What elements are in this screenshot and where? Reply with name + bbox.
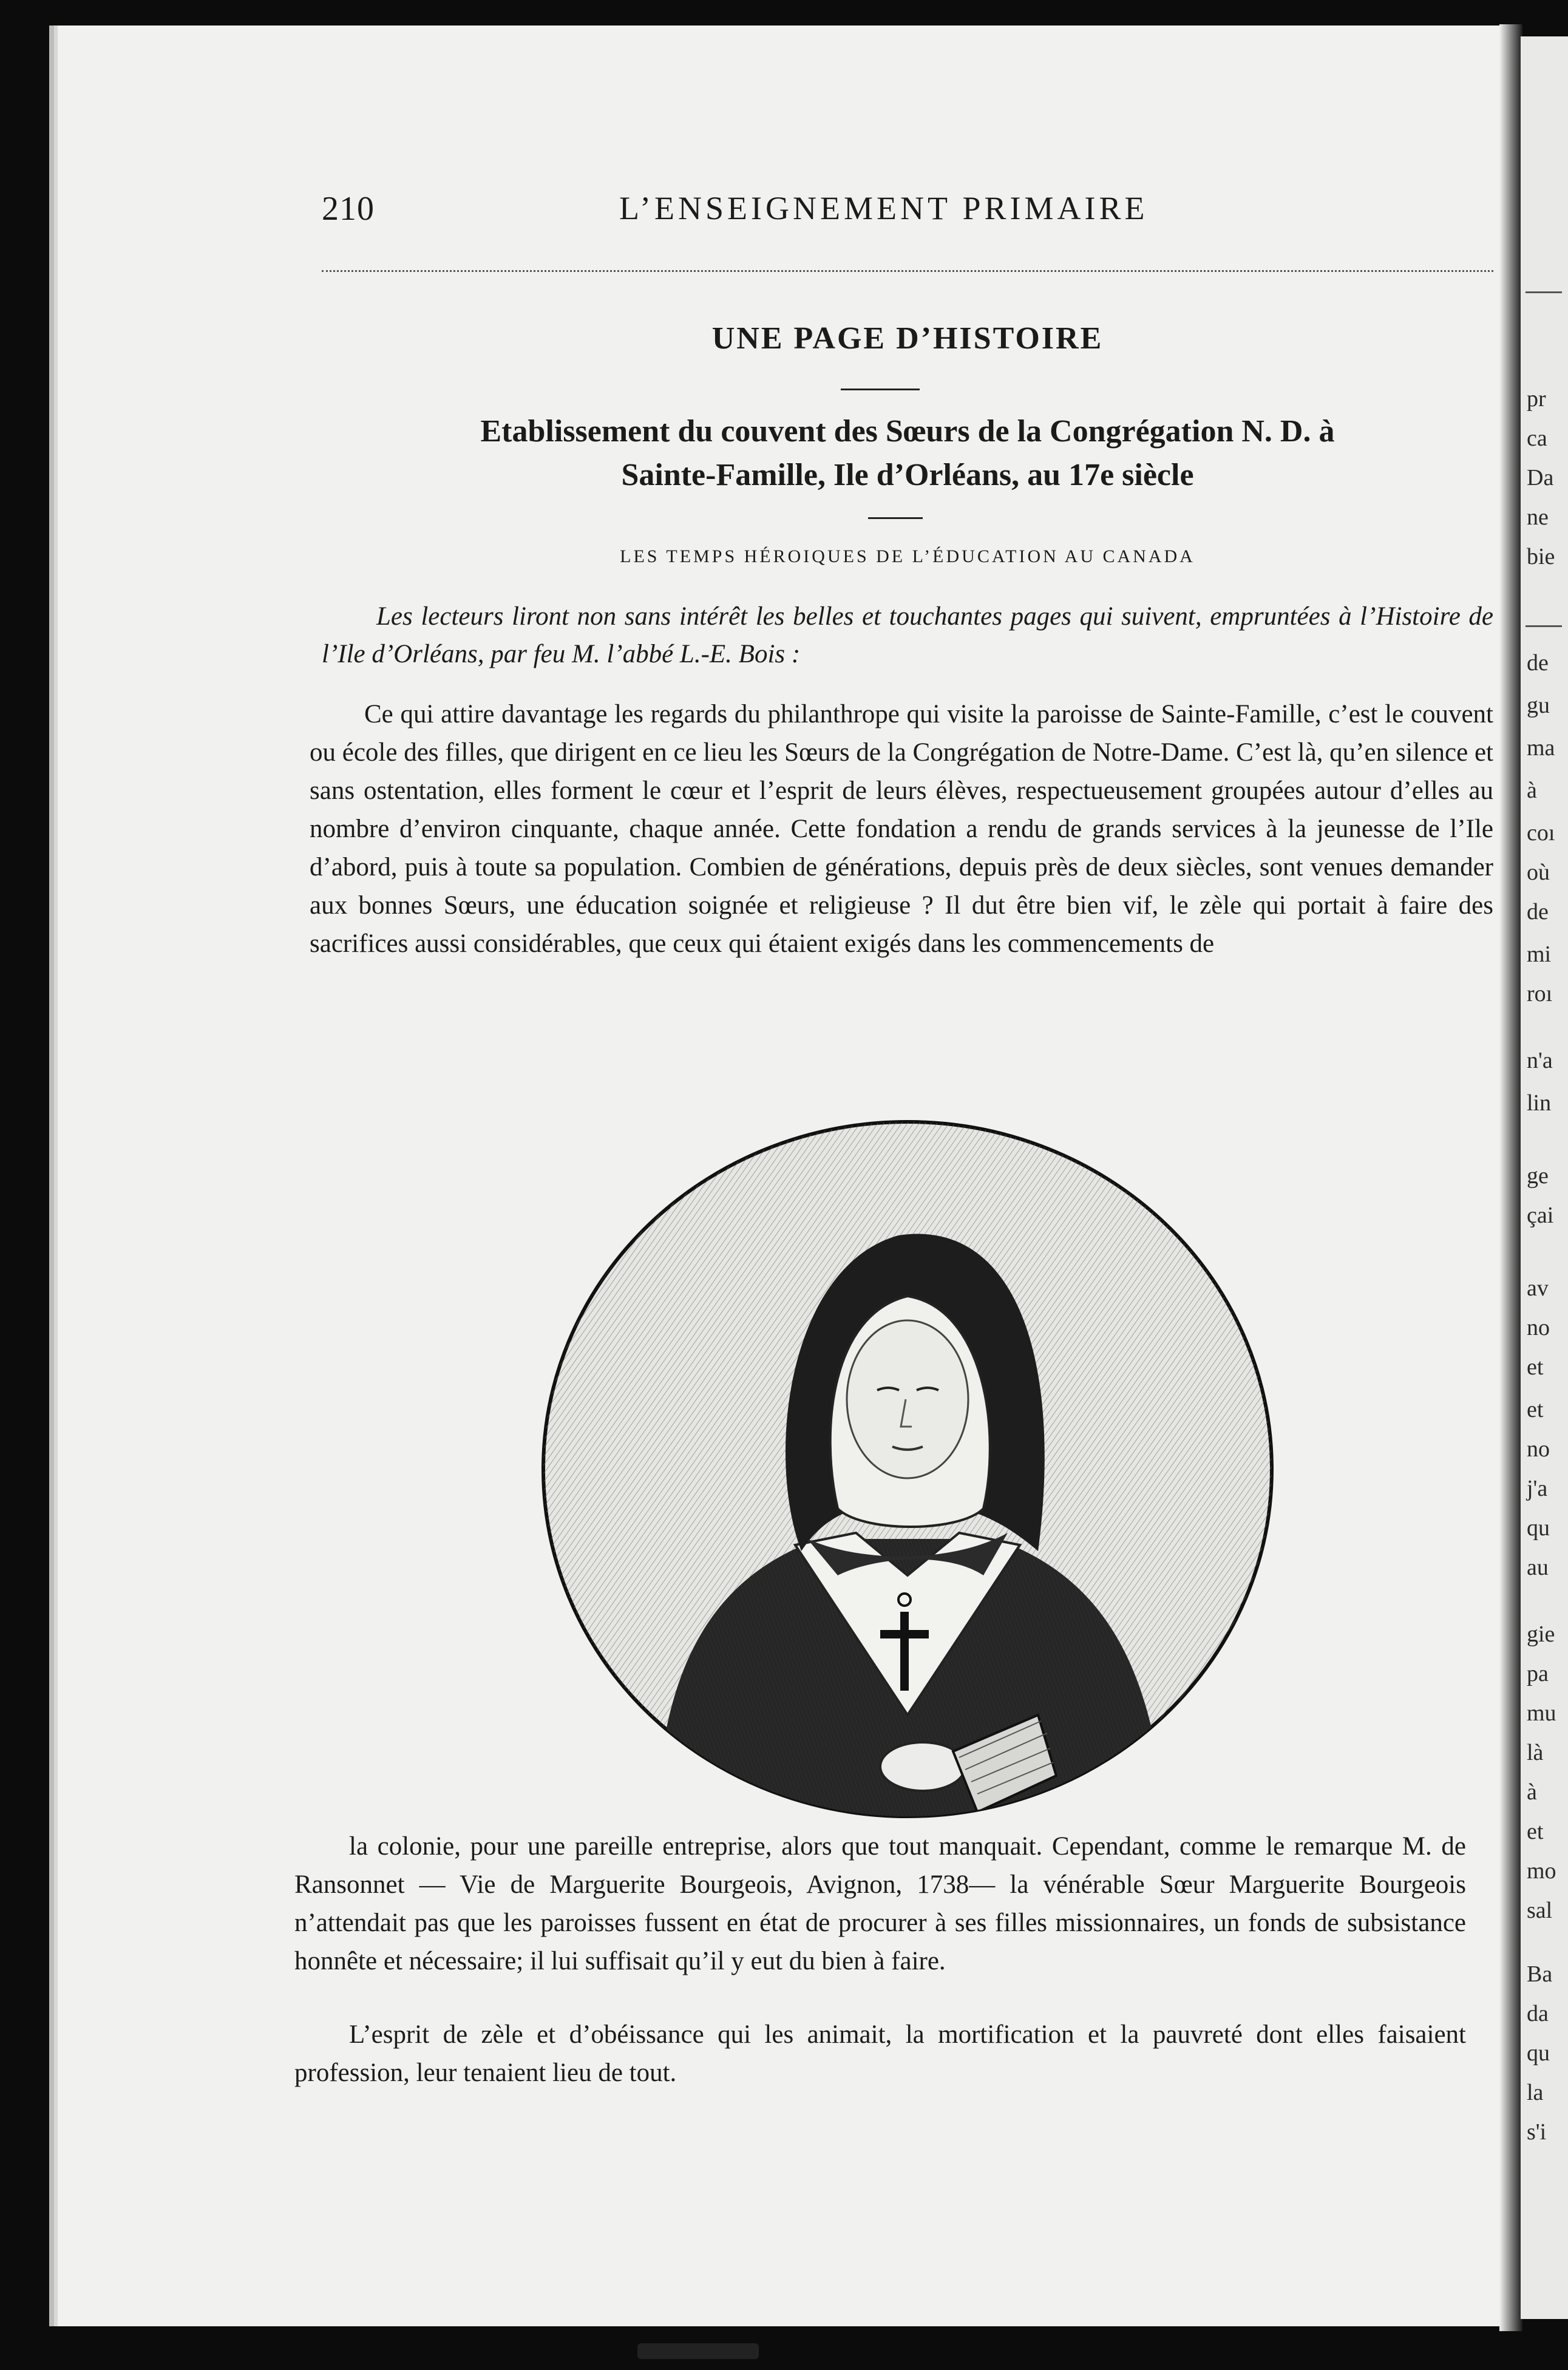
- page-number: 210: [322, 190, 375, 228]
- facing-page-fragment: et: [1527, 1397, 1544, 1422]
- body-paragraph-2: la colonie, pour une pareille entreprise, alors que tout manquait. Cependant, comme le remarque M. de Ransonnet — Vie de Marguerite Bourgeois, Avignon, 1738— la vénérable Sœur Marguerite Bourgeois n’attendait pas que les paroisses fussent en état de procurer à ses filles missionnaires, un fonds de subsistance honnête et nécessaire; il lui suffisait qu’il y eut du bien à faire.: [294, 1832, 1466, 1975]
- running-title: L’ENSEIGNEMENT PRIMAIRE: [619, 190, 1149, 226]
- facing-page-fragment: av: [1527, 1275, 1549, 1301]
- facing-page-fragment: coı: [1527, 820, 1555, 846]
- scan-artifact: [637, 2343, 759, 2359]
- headline-rule: [868, 517, 923, 519]
- article-headline: [322, 410, 1493, 497]
- facing-page-fragment: ma: [1527, 735, 1555, 761]
- facing-page-rule: [1526, 625, 1562, 627]
- facing-page-fragment: la: [1527, 2080, 1544, 2105]
- facing-page-fragment: no: [1527, 1436, 1550, 1462]
- nun-portrait-engraving: [534, 1114, 1281, 1824]
- facing-page-fragment: lin: [1527, 1090, 1552, 1116]
- headline-line-2: Sainte-Famille, Ile d’Orléans, au 17e siècle: [621, 458, 1194, 492]
- facing-page-fragment: çai: [1527, 1203, 1554, 1228]
- article-intro: Les lecteurs liront non sans intérêt les belles et touchantes pages qui suivent, empruntées à l’Histoire de l’Ile d’Orléans, par feu M. l’abbé L.-E. Bois :: [322, 602, 1493, 668]
- facing-page-fragment: Da: [1527, 465, 1554, 491]
- facing-page-fragment: Ba: [1527, 1961, 1553, 1987]
- facing-page-fragment: mi: [1527, 942, 1552, 967]
- facing-page-fragment: sal: [1527, 1898, 1553, 1923]
- facing-page-fragment: de: [1527, 899, 1549, 925]
- facing-page-fragment: pr: [1527, 386, 1546, 412]
- facing-page-fragment: no: [1527, 1315, 1550, 1340]
- facing-page-fragment: j'a: [1527, 1476, 1548, 1501]
- facing-page-fragment: gie: [1527, 1621, 1555, 1647]
- facing-page-fragment: qu: [1527, 2040, 1550, 2066]
- facing-page-fragment: au: [1527, 1555, 1549, 1580]
- facing-page-fragment: gu: [1527, 693, 1550, 718]
- facing-page-fragment: mo: [1527, 1858, 1556, 1884]
- facing-page-fragment: et: [1527, 1354, 1544, 1380]
- facing-page-fragment: bie: [1527, 544, 1555, 569]
- facing-page-fragment: s'i: [1527, 2119, 1547, 2145]
- facing-page-fragment: qu: [1527, 1515, 1550, 1541]
- headline-line-1: Etablissement du couvent des Sœurs de la Congrégation N. D. à: [480, 414, 1335, 449]
- facing-page-fragment: roı: [1527, 981, 1553, 1007]
- facing-page-rule: [1526, 291, 1562, 293]
- facing-page-fragment: à: [1527, 778, 1537, 803]
- facing-page-fragment: et: [1527, 1819, 1544, 1844]
- facing-page-fragment: n'a: [1527, 1048, 1553, 1073]
- facing-page-fragment: où: [1527, 860, 1550, 885]
- facing-page-edge: [1521, 36, 1568, 2319]
- article-subhead: LES TEMPS HÉROIQUES DE L’ÉDUCATION AU CANADA: [620, 546, 1195, 566]
- body-paragraph-1: Ce qui attire davantage les regards du philanthrope qui visite la paroisse de Sainte-Famille, c’est le couvent ou école des filles, que dirigent en ce lieu les Sœurs de la Congrégation de Notre-Dame. C’est là, qu’en silence et sans ostentation, elles forment le cœur et l’esprit de leurs élèves, respectueusement groupées autour d’elles au nombre d’environ cinquante, chaque année. Cette fondation a rendu de grands services à la jeunesse de l’Ile d’abord, puis à toute sa population. Combien de générations, depuis près de deux siècles, sont venues demander aux bonnes Sœurs, une éducation soignée et religieuse ? Il dut être bien vif, le zèle qui portait à faire des sacrifices aussi considérables, que ceux qui étaient exigés dans les commencements de: [310, 700, 1493, 958]
- running-head: [322, 189, 1475, 232]
- facing-page-fragment: à: [1527, 1779, 1537, 1805]
- facing-page-fragment: pa: [1527, 1661, 1549, 1686]
- facing-page-fragment: de: [1527, 650, 1549, 676]
- facing-page-fragment: ne: [1527, 504, 1549, 530]
- book-gutter: [1499, 24, 1522, 2331]
- facing-page-fragment: là: [1527, 1740, 1544, 1765]
- facing-page-fragment: mu: [1527, 1700, 1556, 1726]
- article-kicker: UNE PAGE D’HISTOIRE: [711, 321, 1104, 356]
- header-divider: [322, 270, 1493, 272]
- kicker-rule: [841, 389, 920, 390]
- facing-page-fragment: ge: [1527, 1163, 1549, 1189]
- facing-page-fragment: ca: [1527, 426, 1547, 451]
- facing-page-fragment: da: [1527, 2001, 1549, 2026]
- body-paragraph-3: L’esprit de zèle et d’obéissance qui les animait, la mortification et la pauvreté dont elles faisaient profession, leur tenaient lieu de tout.: [294, 2020, 1466, 2087]
